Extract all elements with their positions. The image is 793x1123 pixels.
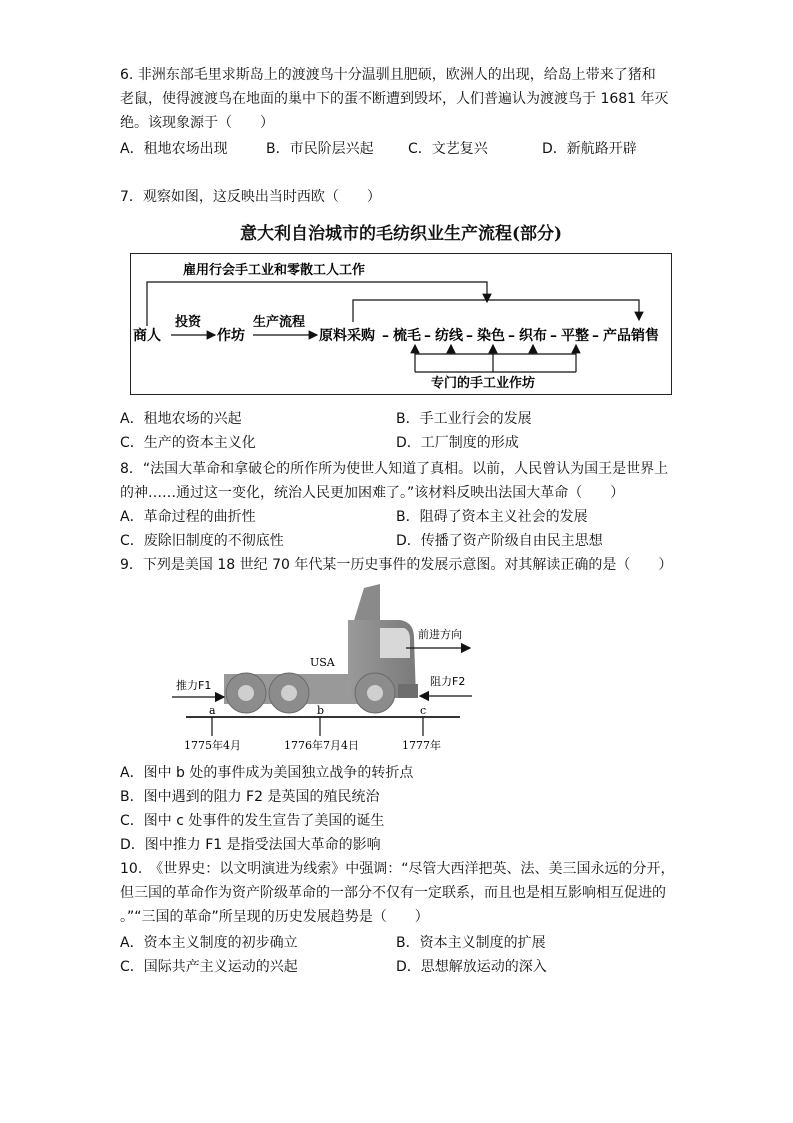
q6-option-d[interactable]: D．新航路开辟 — [542, 141, 637, 157]
flow-invest: 投资 — [175, 315, 202, 330]
q6-option-c[interactable]: C．文艺复兴 — [408, 141, 488, 157]
q10-line-1: 10. 《世界史：以文明演进为线索》中强调：“尽管大西洋把英、法、美三国永远的分开， — [120, 861, 675, 877]
truck-resist-label: 阻力F2 — [430, 675, 466, 688]
q9-option-c[interactable]: C．图中 c 处事件的发生宣告了美国的诞生 — [120, 813, 385, 829]
q10-option-a[interactable]: A．资本主义制度的初步确立 — [120, 935, 298, 951]
truck-usa-label: USA — [310, 656, 335, 669]
q8-option-a[interactable]: A．革命过程的曲折性 — [120, 509, 256, 525]
q9-stem: 9．下列是美国 18 世纪 70 年代某一历史事件的发展示意图。对其解读正确的是（ ） — [120, 557, 673, 573]
q7-option-b[interactable]: B．手工业行会的发展 — [396, 411, 532, 427]
q7-option-d[interactable]: D．工厂制度的形成 — [396, 435, 519, 451]
svg-text:–: – — [508, 328, 515, 344]
q8-option-c[interactable]: C．废除旧制度的不彻底性 — [120, 533, 284, 549]
flow-top-label: 雇用行会手工业和零散工人工作 — [183, 263, 366, 278]
svg-text:–: – — [424, 328, 431, 344]
flow-step-weaving: 织布 — [519, 328, 547, 344]
q10-option-d[interactable]: D．思想解放运动的深入 — [396, 959, 547, 975]
flow-step-dyeing: 染色 — [477, 328, 505, 344]
q8-line-2: 的神……通过这一变化，统治人民更加困难了。”该材料反映出法国大革命（ ） — [120, 485, 625, 501]
flow-step-sales: 产品销售 — [603, 328, 659, 344]
q9-option-a[interactable]: A．图中 b 处的事件成为美国独立战争的转折点 — [120, 765, 414, 781]
q9-truck-diagram — [168, 580, 488, 752]
flow-step-spinning: 纺线 — [435, 328, 463, 344]
flow-process: 生产流程 — [253, 315, 306, 330]
q6-line-1: 6. 非洲东部毛里求斯岛上的渡渡鸟十分温驯且肥硕，欧洲人的出现，给岛上带来了猪和 — [120, 67, 656, 83]
q9-option-b[interactable]: B．图中遇到的阻力 F2 是英国的殖民统治 — [120, 789, 380, 805]
q7-option-a[interactable]: A．租地农场的兴起 — [120, 411, 242, 427]
truck-forward-label: 前进方向 — [418, 628, 462, 641]
q10-option-b[interactable]: B．资本主义制度的扩展 — [396, 935, 546, 951]
q7-figure-title: 意大利自治城市的毛纺织业生产流程(部分) — [239, 224, 563, 244]
q7-flow-diagram — [130, 253, 672, 395]
point-c-date: 1777年 — [402, 739, 441, 752]
q6-option-a[interactable]: A．租地农场出现 — [120, 141, 228, 157]
svg-text:–: – — [550, 328, 557, 344]
q8-option-b[interactable]: B．阻碍了资本主义社会的发展 — [396, 509, 588, 525]
flow-step-purchase: 原料采购 — [319, 328, 375, 344]
point-a-letter: a — [209, 704, 216, 717]
flow-workshop: 作坊 — [217, 328, 245, 344]
q10-line-2: 但三国的革命作为资产阶级革命的一部分不仅有一定联系，而且也是相互影响相互促进的 — [120, 885, 666, 901]
flow-merchant: 商人 — [133, 328, 161, 344]
q7-option-c[interactable]: C．生产的资本主义化 — [120, 435, 256, 451]
q10-line-3: 。”“三国的革命”所呈现的历史发展趋势是（ ） — [120, 909, 429, 925]
point-c-letter: c — [420, 704, 427, 717]
truck-push-label: 推力F1 — [176, 679, 212, 692]
flow-bottom-label: 专门的手工业作坊 — [431, 376, 536, 391]
q7-stem: 7．观察如图，这反映出当时西欧（ ） — [120, 189, 381, 205]
q8-option-d[interactable]: D．传播了资产阶级自由民主思想 — [396, 533, 603, 549]
point-b-date: 1776年7月4日 — [284, 739, 359, 752]
q6-option-b[interactable]: B．市民阶层兴起 — [266, 141, 374, 157]
flow-step-combing: 梳毛 — [393, 328, 421, 344]
svg-text:–: – — [592, 328, 599, 344]
q6-line-3: 绝。该现象源于（ ） — [120, 115, 274, 131]
q10-option-c[interactable]: C．国际共产主义运动的兴起 — [120, 959, 298, 975]
flow-step-finishing: 平整 — [561, 328, 589, 344]
q6-line-2: 老鼠，使得渡渡鸟在地面的巢中下的蛋不断遭到毁坏，人们普遍认为渡渡鸟于 1681 年灭 — [120, 91, 669, 107]
point-b-letter: b — [317, 704, 325, 717]
point-a-date: 1775年4月 — [184, 739, 241, 752]
q8-line-1: 8．“法国大革命和拿破仑的所作所为使世人知道了真相。以前，人民曾认为国王是世界上 — [120, 461, 669, 477]
svg-text:–: – — [382, 328, 389, 344]
q9-option-d[interactable]: D．图中推力 F1 是指受法国大革命的影响 — [120, 837, 381, 853]
svg-text:–: – — [466, 328, 473, 344]
